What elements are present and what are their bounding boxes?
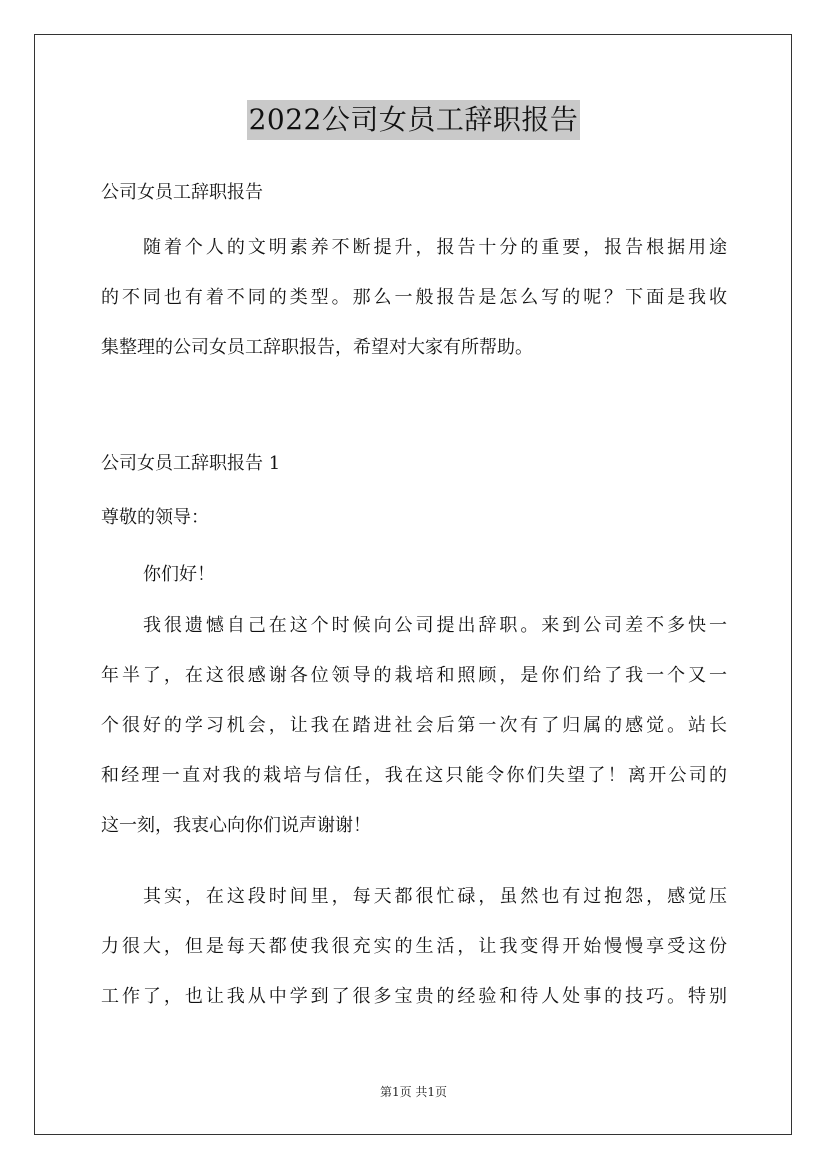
document-subtitle: 公司女员工辞职报告: [101, 182, 263, 203]
paragraph-line: 这一刻，我衷心向你们说声谢谢！: [101, 815, 371, 836]
title-container: [0, 100, 827, 140]
paragraph-line: 其实，在这段时间里，每天都很忙碌，虽然也有过抱怨，感觉压: [143, 886, 727, 907]
salutation: 尊敬的领导：: [101, 507, 209, 528]
greeting: 你们好！: [143, 564, 215, 585]
greeting-block: [101, 560, 727, 590]
section-heading-block: [101, 449, 727, 479]
section-heading: 公司女员工辞职报告 1: [101, 453, 281, 474]
page-number-label: 第1页 共1页: [379, 1085, 448, 1099]
salutation-block: [101, 503, 727, 533]
page-footer: [0, 1083, 827, 1100]
intro-line: 的不同也有着不同的类型。那么一般报告是怎么写的呢？下面是我收: [101, 287, 727, 308]
document-title: 2022公司女员工辞职报告: [247, 100, 581, 140]
body-paragraph-2: [101, 872, 727, 1022]
paragraph-line: 年半了，在这很感谢各位领导的栽培和照顾，是你们给了我一个又一: [101, 665, 727, 686]
paragraph-line: 力很大，但是每天都使我很充实的生活，让我变得开始慢慢享受这份: [101, 936, 727, 957]
intro-line: 随着个人的文明素养不断提升，报告十分的重要，报告根据用途: [143, 237, 727, 258]
paragraph-line: 个很好的学习机会，让我在踏进社会后第一次有了归属的感觉。站长: [101, 715, 727, 736]
paragraph-line: 我很遗憾自己在这个时候向公司提出辞职。来到公司差不多快一: [143, 615, 727, 636]
document-subtitle-block: [101, 178, 727, 208]
paragraph-line: 和经理一直对我的栽培与信任，我在这只能令你们失望了！离开公司的: [101, 765, 727, 786]
intro-paragraph: [101, 223, 727, 373]
body-paragraph-1: [101, 601, 727, 851]
paragraph-line: 工作了，也让我从中学到了很多宝贵的经验和待人处事的技巧。特别: [101, 986, 727, 1007]
intro-line: 集整理的公司女员工辞职报告，希望对大家有所帮助。: [101, 337, 533, 358]
